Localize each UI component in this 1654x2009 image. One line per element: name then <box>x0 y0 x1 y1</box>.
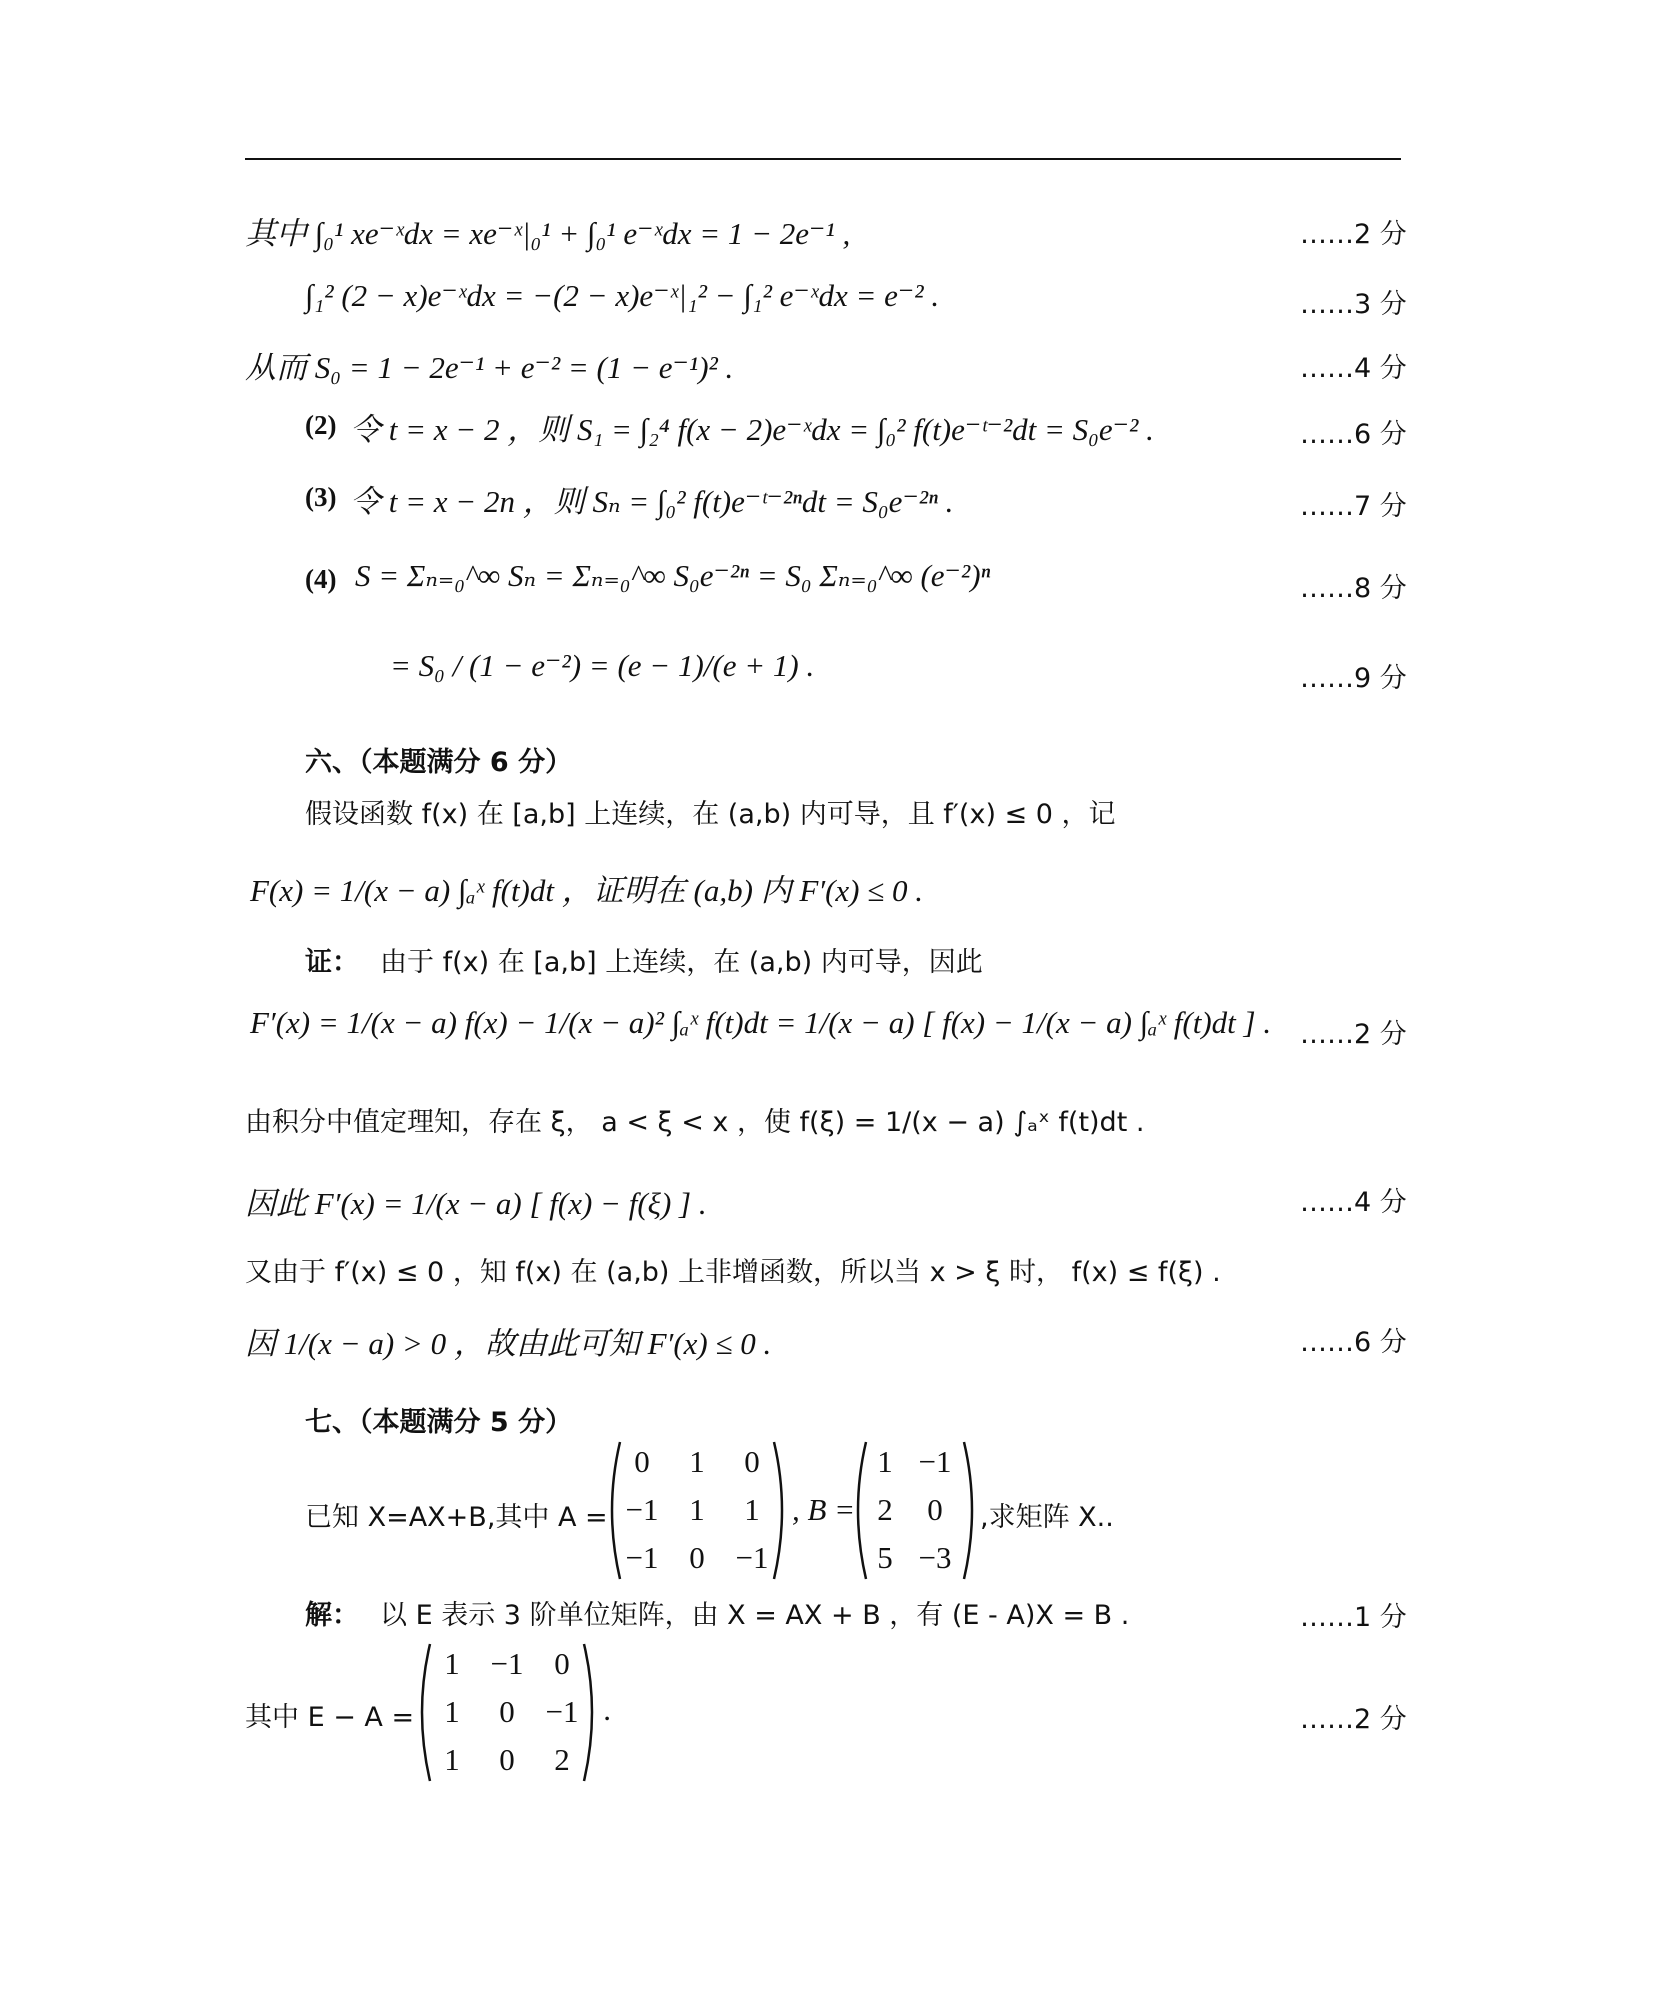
eq-line-6: S = Σₙ₌₀^∞ Sₙ = Σₙ₌₀^∞ S₀e⁻²ⁿ = S₀ Σₙ₌₀^∞ (e⁻²)ⁿ <box>355 558 991 593</box>
solution-ea-pre: 其中 E − A = <box>245 1702 415 1733</box>
proof-conclusion: 因 1/(x − a) > 0 ，故由此可知 F′(x) ≤ 0 . <box>245 1326 772 1361</box>
matrix-B-cell: 2 <box>877 1492 893 1527</box>
part-label-4: (4) <box>305 564 337 594</box>
score-8: ……2 分 <box>1300 1019 1407 1050</box>
section-7-post: ,求矩阵 X.. <box>980 1502 1114 1533</box>
matrix-EA-cell: 1 <box>444 1646 460 1681</box>
part-label-2: (2) <box>305 410 337 440</box>
matrix-EA-cell: −1 <box>490 1646 524 1681</box>
proof-mvt: 由积分中值定理知，存在 ξ， a < ξ < x ，使 f(ξ) = 1/(x − a) ∫ₐˣ f(t)dt . <box>245 1107 1145 1138</box>
section-7-pre: 已知 X=AX+B,其中 A = <box>305 1502 608 1533</box>
score-10: ……6 分 <box>1300 1327 1407 1358</box>
matrix-A-cell: 1 <box>689 1444 705 1479</box>
score-5: ……7 分 <box>1300 491 1407 522</box>
score-6: ……8 分 <box>1300 573 1407 604</box>
section-7-mid: , B = <box>792 1492 856 1527</box>
solution-ea-post: . <box>604 1692 612 1727</box>
matrix-B-cell: −3 <box>918 1540 952 1575</box>
score-9: ……4 分 <box>1300 1187 1407 1218</box>
matrix-EA-cell: 0 <box>499 1742 515 1777</box>
matrix-EA-cell: 0 <box>554 1646 570 1681</box>
score-11: ……1 分 <box>1300 1602 1407 1633</box>
section-7-heading: 七、（本题满分 5 分） <box>305 1407 573 1438</box>
matrix-A-cell: −1 <box>625 1492 659 1527</box>
part-label-3: (3) <box>305 482 337 512</box>
score-7: ……9 分 <box>1300 663 1407 694</box>
proof-label: 证： <box>305 947 359 978</box>
solution-label: 解： <box>305 1600 359 1631</box>
score-12: ……2 分 <box>1300 1704 1407 1735</box>
matrix-B-cell: 0 <box>927 1492 943 1527</box>
eq-line-5: 令 t = x − 2n ，则 Sₙ = ∫₀² f(t)e⁻ᵗ⁻²ⁿdt = S₀e⁻²ⁿ . <box>350 484 954 519</box>
proof-derivative: F′(x) = 1/(x − a) f(x) − 1/(x − a)² ∫ₐˣ f(t)dt = 1/(x − a) [ f(x) − 1/(x − a) ∫ₐˣ f(t)dt ] . <box>250 1005 1272 1040</box>
score-3: ……4 分 <box>1300 353 1407 384</box>
matrix-EA-cell: 0 <box>499 1694 515 1729</box>
eq-line-7: = S₀ / (1 − e⁻²) = (e − 1)/(e + 1) . <box>390 648 815 683</box>
section-6-heading: 六、（本题满分 6 分） <box>305 747 573 778</box>
score-4: ……6 分 <box>1300 419 1407 450</box>
matrix-A-cell: 0 <box>744 1444 760 1479</box>
matrix-A-cell: 1 <box>744 1492 760 1527</box>
matrix-E-minus-A <box>412 1640 602 1785</box>
matrix-B-cell: 1 <box>877 1444 893 1479</box>
solution-intro: 以 E 表示 3 阶单位矩阵，由 X = AX + B ，有 (E - A)X = B . <box>380 1600 1130 1631</box>
matrix-EA-cell: 1 <box>444 1694 460 1729</box>
section-6-definition: F(x) = 1/(x − a) ∫ₐˣ f(t)dt ，证明在 (a,b) 内 F′(x) ≤ 0 . <box>250 873 924 908</box>
proof-therefore: 因此 F′(x) = 1/(x − a) [ f(x) − f(ξ) ] . <box>245 1186 707 1221</box>
matrix-B <box>850 1438 980 1583</box>
proof-intro: 由于 f(x) 在 [a,b] 上连续，在 (a,b) 内可导，因此 <box>380 947 983 978</box>
matrix-B-cell: 5 <box>877 1540 893 1575</box>
score-2: ……3 分 <box>1300 289 1407 320</box>
matrix-B-cell: −1 <box>918 1444 952 1479</box>
header-rule <box>245 158 1401 160</box>
score-1: ……2 分 <box>1300 219 1407 250</box>
eq-line-1: 其中 ∫₀¹ xe⁻ˣdx = xe⁻ˣ|₀¹ + ∫₀¹ e⁻ˣdx = 1 − 2e⁻¹ , <box>245 216 851 251</box>
matrix-EA-cell: 2 <box>554 1742 570 1777</box>
section-6-problem: 假设函数 f(x) 在 [a,b] 上连续，在 (a,b) 内可导，且 f′(x) ≤ 0 ，记 <box>305 799 1116 830</box>
matrix-A-cell: 1 <box>689 1492 705 1527</box>
proof-monotone: 又由于 f′(x) ≤ 0 ，知 f(x) 在 (a,b) 上非增函数，所以当 x > ξ 时， f(x) ≤ f(ξ) . <box>245 1257 1221 1288</box>
eq-line-4: 令 t = x − 2 ，则 S₁ = ∫₂⁴ f(x − 2)e⁻ˣdx = ∫₀² f(t)e⁻ᵗ⁻²dt = S₀e⁻² . <box>350 412 1154 447</box>
matrix-EA-cell: −1 <box>545 1694 579 1729</box>
matrix-EA-cell: 1 <box>444 1742 460 1777</box>
matrix-A-cell: 0 <box>689 1540 705 1575</box>
eq-line-2: ∫₁² (2 − x)e⁻ˣdx = −(2 − x)e⁻ˣ|₁² − ∫₁² e⁻ˣdx = e⁻² . <box>305 278 940 313</box>
matrix-A <box>602 1438 792 1583</box>
eq-line-3: 从而 S₀ = 1 − 2e⁻¹ + e⁻² = (1 − e⁻¹)² . <box>245 350 734 385</box>
matrix-A-cell: 0 <box>634 1444 650 1479</box>
matrix-A-cell: −1 <box>625 1540 659 1575</box>
matrix-A-cell: −1 <box>735 1540 769 1575</box>
